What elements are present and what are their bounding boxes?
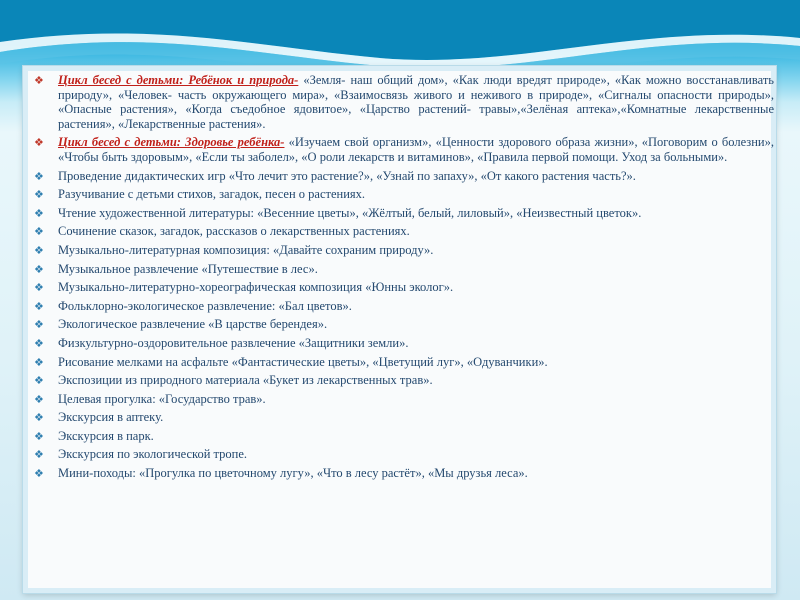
list-item	[34, 262, 774, 277]
item-text: Музыкально-литературная композиция: «Давайте сохраним природу».	[58, 242, 434, 257]
list-item	[34, 429, 774, 444]
bullet-icon: ❖	[34, 412, 44, 425]
list-item	[34, 447, 774, 462]
list-item	[34, 392, 774, 407]
item-text: Разучивание с детьми стихов, загадок, песен о растениях.	[58, 187, 366, 202]
item-title: Цикл бесед с детьми: Здоровье ребёнка-	[58, 135, 285, 150]
list-item	[34, 169, 774, 184]
bullet-icon: ❖	[34, 393, 44, 406]
item-text: Рисование мелками на асфальте «Фантастические цветы», «Цветущий луг», «Одуванчики».	[58, 354, 548, 369]
item-text: Музыкальное развлечение «Путешествие в лес».	[58, 261, 318, 276]
bullet-icon: ❖	[34, 449, 44, 462]
bullet-icon: ❖	[34, 356, 44, 369]
list-item	[34, 206, 774, 221]
bullet-icon: ❖	[34, 300, 44, 313]
content-list	[34, 73, 774, 485]
item-text: Экологическое развлечение «В царстве берендея».	[58, 317, 328, 332]
list-item	[34, 336, 774, 351]
bullet-icon: ❖	[34, 375, 44, 388]
item-text: Мини-походы: «Прогулка по цветочному лугу», «Что в лесу растёт», «Мы друзья леса».	[58, 466, 528, 481]
item-title: Цикл бесед с детьми: Ребёнок и природа-	[58, 73, 299, 87]
bullet-icon: ❖	[34, 263, 44, 276]
bullet-icon: ❖	[34, 468, 44, 481]
bullet-icon: ❖	[34, 137, 44, 150]
list-item	[34, 243, 774, 258]
bullet-icon: ❖	[34, 337, 44, 350]
item-text: Проведение дидактических игр «Что лечит это растение?», «Узнай по запаху», «От какого растения часть?».	[58, 168, 636, 183]
bullet-icon: ❖	[34, 244, 44, 257]
item-text: Экскурсия по экологической тропе.	[58, 447, 248, 462]
item-text: Чтение художественной литературы: «Весенние цветы», «Жёлтый, белый, лиловый», «Неизвестный цветок».	[58, 205, 642, 220]
list-item	[34, 299, 774, 314]
item-text: Экскурсия в аптеку.	[58, 410, 164, 425]
item-text: Музыкально-литературно-хореографическая композиция «Юнны эколог».	[58, 280, 454, 295]
item-text: Целевая прогулка: «Государство трав».	[58, 391, 266, 406]
bullet-icon: ❖	[34, 430, 44, 443]
list-item	[34, 187, 774, 202]
item-text: «Изучаем свой организм», «Ценности здорового образа жизни», «Поговорим о болезни», «Чтобы быть здоровым», «Если ты заболел», «О роли лекарств и витаминов», «Правила первой помощи. Уход за больными».	[58, 135, 774, 164]
list-item	[34, 355, 774, 370]
bullet-icon: ❖	[34, 282, 44, 295]
bullet-icon: ❖	[34, 170, 44, 183]
list-item	[34, 317, 774, 332]
list-item	[34, 135, 774, 164]
bullet-icon: ❖	[34, 319, 44, 332]
bullet-icon: ❖	[34, 207, 44, 220]
list-item	[34, 280, 774, 295]
list-item	[34, 73, 774, 131]
list-item	[34, 410, 774, 425]
bullet-icon: ❖	[34, 75, 44, 87]
item-text: «Земля- наш общий дом», «Как люди вредят природе», «Как можно восстанавливать природу», «Человек- часть окружающего мира», «Взаимосвязь живого и неживого в природе», «Сигналы опасности природы», «Опасные растения», «Когда съедобное ядовитое», «Царство растений- травы»,«Зелёная аптека»,«Комнатные лекарственные растения», «Лекарственные растения».	[58, 73, 774, 131]
item-text: Сочинение сказок, загадок, рассказов о лекарственных растениях.	[58, 224, 410, 239]
item-text: Физкультурно-оздоровительное развлечение «Защитники земли».	[58, 335, 409, 350]
item-text: Экскурсия в парк.	[58, 428, 154, 443]
bullet-icon: ❖	[34, 226, 44, 239]
list-item	[34, 466, 774, 481]
item-text: Фольклорно-экологическое развлечение: «Бал цветов».	[58, 298, 352, 313]
list-item	[34, 373, 774, 388]
bullet-icon: ❖	[34, 189, 44, 202]
list-item	[34, 224, 774, 239]
item-text: Экспозиции из природного материала «Букет из лекарственных трав».	[58, 373, 433, 388]
